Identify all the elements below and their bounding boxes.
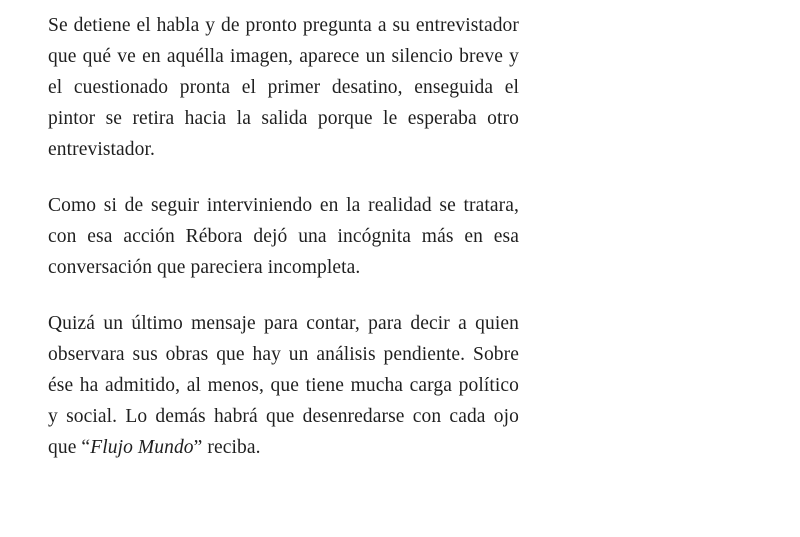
- paragraph-3-text-before: Quizá un último mensaje para contar, para decir a quien observara sus obras que hay un análisis pendiente. Sobre ése ha admitido, al menos, que tiene mucha carga político y social. Lo demás habrá que desenredarse con cada ojo que “: [48, 313, 519, 458]
- paragraph-3-text-after: ” reciba.: [193, 437, 261, 458]
- paragraph-2: Como si de seguir interviniendo en la realidad se tratara, con esa acción Rébora dejó una incógnita más en esa conversación que pareciera incompleta.: [48, 195, 519, 278]
- article-body: [48, 10, 519, 463]
- paragraph-1: Se detiene el habla y de pronto pregunta a su entrevistador que qué ve en aquélla imagen, aparece un silencio breve y el cuestionado pronta el primer desatino, enseguida el pintor se retira hacia la salida porque le esperaba otro entrevistador.: [48, 15, 519, 160]
- artwork-title: Flujo Mundo: [90, 437, 194, 458]
- paragraph-3: [48, 308, 519, 463]
